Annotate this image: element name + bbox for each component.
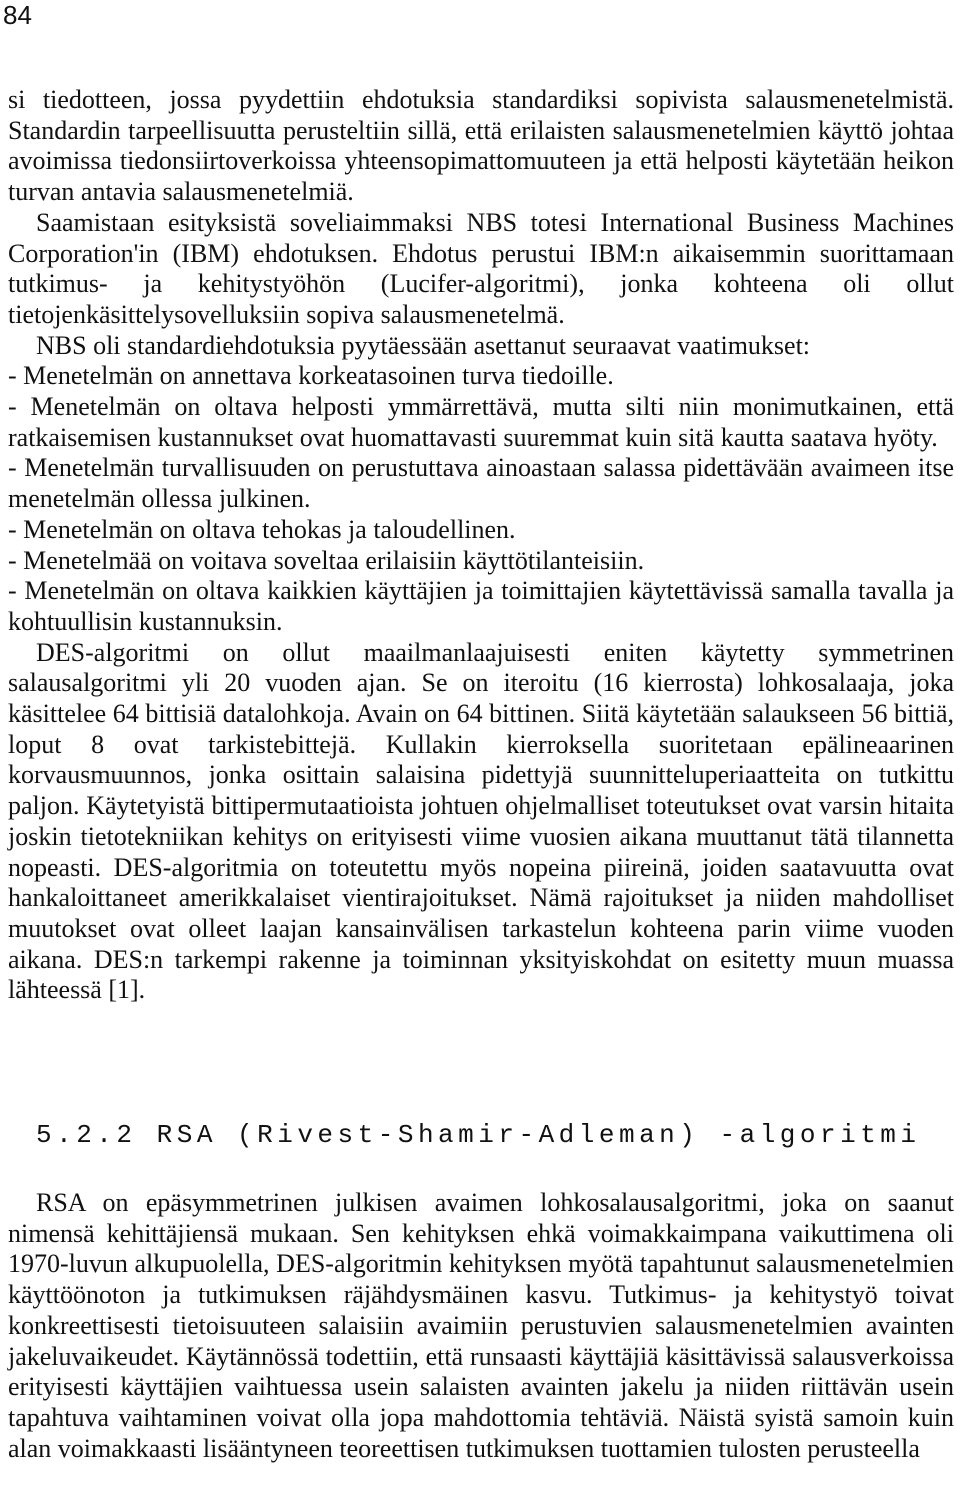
section-heading: 5.2.2 RSA (Rivest-Shamir-Adleman) -algoritmi — [36, 1120, 921, 1150]
page-number: 84 — [3, 0, 32, 30]
requirement-list-item: - Menetelmän turvallisuuden on perustuttava ainoastaan salassa pidettävään avaimeen itse menetelmän ollessa julkinen. — [8, 453, 954, 514]
body-text-bottom — [8, 1188, 954, 1464]
paragraph: si tiedotteen, jossa pyydettiin ehdotuksia standardiksi sopivista salausmenetelmistä. Standardin tarpeellisuutta perusteltiin sillä, että erilaisten salausmenetelmien käyttö johtaa avoimissa tiedonsiirtoverkoissa yhteensopimattomuuteen ja että helposti käytetään heikon turvan antavia salausmenetelmiä. — [8, 85, 954, 207]
requirement-list-item: - Menetelmän on oltava helposti ymmärrettävä, mutta silti niin monimutkainen, että ratkaisemisen kustannukset ovat huomattavasti suuremmat kuin sitä kautta saatava hyöty. — [8, 392, 954, 452]
requirement-list-item: - Menetelmän on annettava korkeatasoinen turva tiedoille. — [8, 361, 614, 391]
paragraph: Saamistaan esityksistä soveliaimmaksi NBS totesi International Business Machines Corporation'in (IBM) ehdotuksen. Ehdotus perustui IBM:n aikaisemmin suorittamaan tutkimus- ja kehitystyöhön (Lucifer-algoritmi), jonka kohteena oli ollut tietojenkäsittelysovelluksiin sopiva salausmenetelmä. — [8, 207, 954, 329]
paragraph: RSA on epäsymmetrinen julkisen avaimen lohkosalausalgoritmi, joka on saanut nimensä kehittäjiensä mukaan. Sen kehityksen ehkä voimakkaimpana vaikuttimena oli 1970-luvun alkupuolella, DES-algoritmin kehityksen myötä tapahtunut salausmenetelmien käyttöönoton ja tutkimuksen räjähdysmäinen kasvu. Tutkimus- ja kehitystyö toivat konkreettisesti tietoisuuteen salaisiin avaimiin perustuvien salausmenetelmien avainten jakeluvaikeudet. Käytännössä todettiin, että runsaasti käyttäjiä käsittävissä salausverkoissa erityisesti käyttäjien vaihtuessa usein salaisten avainten jakelu ja niiden riittävän usein tapahtuva vaihtaminen voivat olla jopa mahdottomia tehtäviä. Näistä syistä samoin kuin alan voimakkaasti lisääntyneen teoreettisen tutkimuksen tuottamien tulosten perusteella — [8, 1188, 954, 1463]
requirement-list-item: - Menetelmän on oltava tehokas ja taloudellinen. — [8, 514, 516, 544]
paragraph: NBS oli standardiehdotuksia pyytäessään asettanut seuraavat vaatimukset: — [36, 330, 811, 360]
paragraph: DES-algoritmi on ollut maailmanlaajuisesti eniten käytetty symmetrinen salausalgoritmi yli 20 vuoden ajan. Se on iteroitu (16 kierrosta) lohkosalaaja, joka käsittelee 64 bittisiä datalohkoja. Avain on 64 bittinen. Siitä käytetään salaukseen 56 bittiä, loput 8 ovat tarkistebittejä. Kullakin kierroksella suoritetaan epälineaarinen korvausmuunnos, jonka osittain salaisina pidettyjä suunnitteluperiaatteita on tutkittu paljon. Käytetyistä bittipermutaatioista johtuen ohjelmalliset toteutukset ovat varsin hitaita joskin tietotekniikan kehitys on erityisesti viime vuosien aikana muuttanut tätä tilannetta nopeasti. DES-algoritmia on toteutettu myös nopeina piireinä, joiden saatavuutta ovat hankaloittaneet amerikkalaiset vientirajoitukset. Nämä rajoitukset ja niiden mahdolliset muutokset ovat olleet laajan kansainvälisen tarkastelun kohteena parin viime vuoden aikana. DES:n tarkempi rakenne ja toiminnan yksityiskohdat on esitetty muun muassa lähteessä [1]. — [8, 637, 954, 1005]
body-text-top — [8, 85, 954, 1006]
requirement-list-item: - Menetelmää on voitava soveltaa erilaisiin käyttötilanteisiin. — [8, 545, 645, 575]
requirement-list-item: - Menetelmän on oltava kaikkien käyttäjien ja toimittajien käytettävissä samalla tavalla ja kohtuullisin kustannuksin. — [8, 576, 954, 636]
